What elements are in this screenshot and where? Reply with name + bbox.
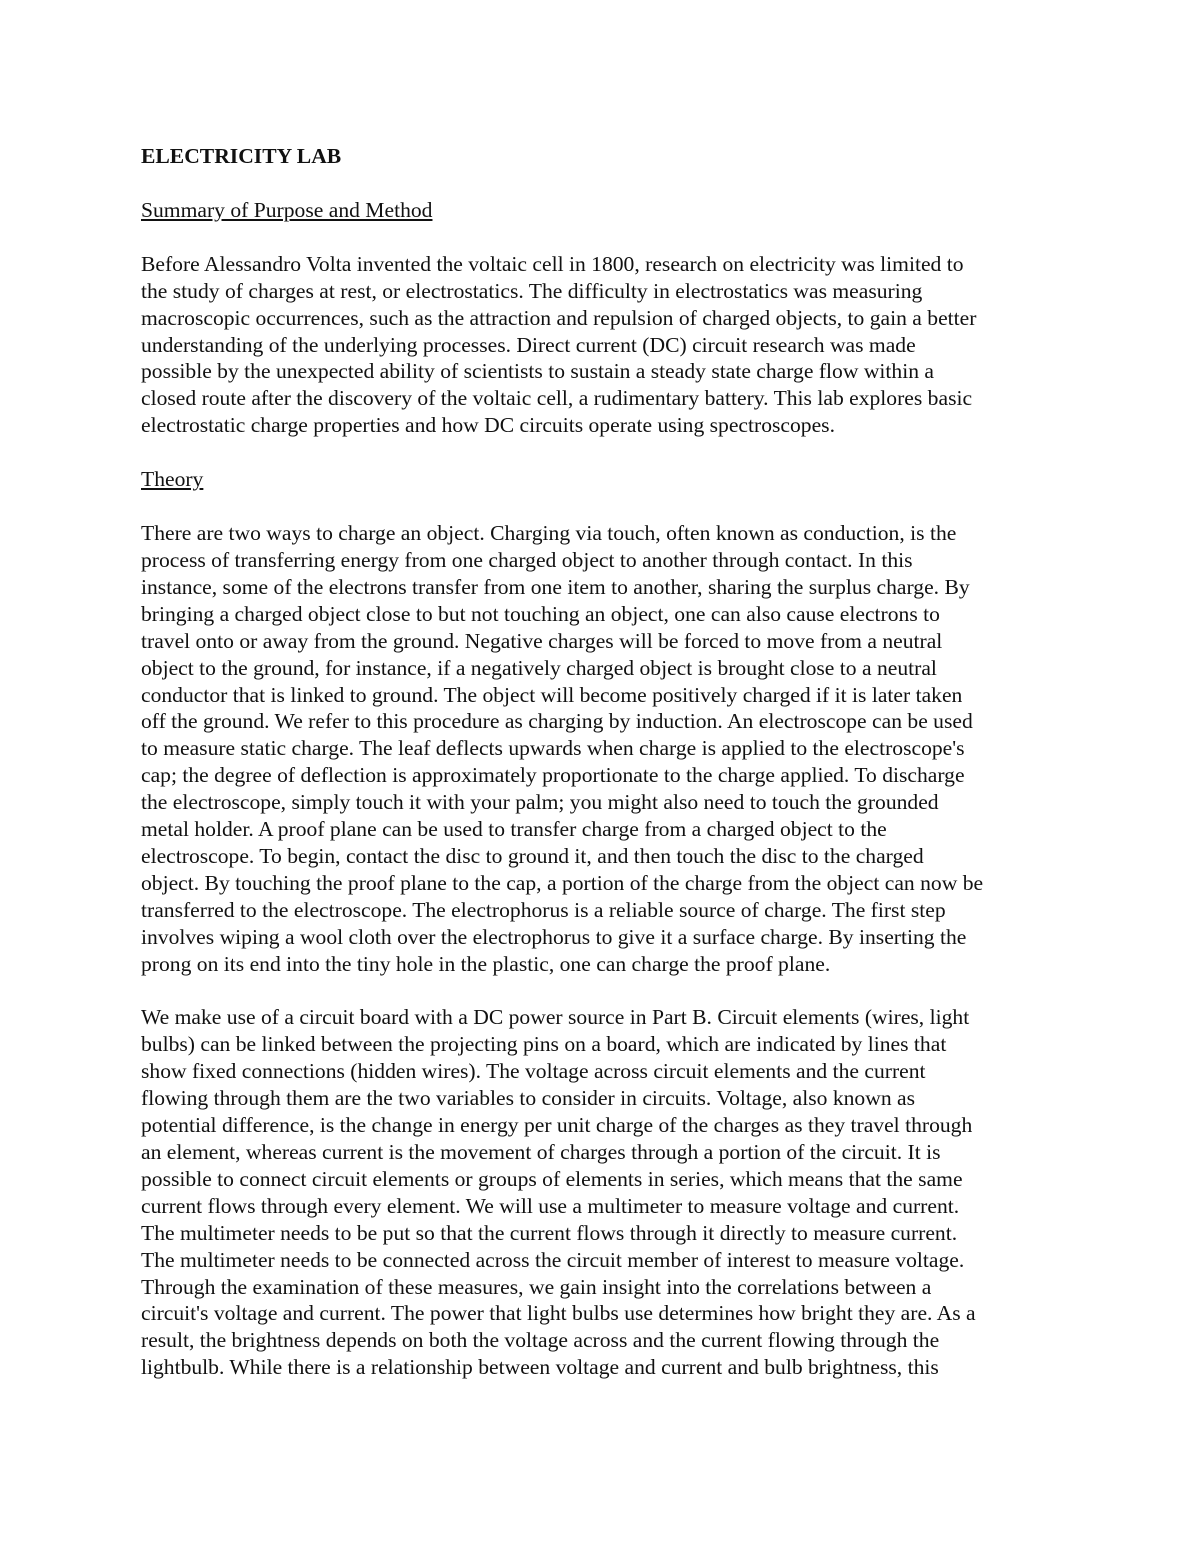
- paragraph-line: conductor that is linked to ground. The object will become positively charged if it is later taken: [141, 682, 963, 707]
- section-heading: Theory: [141, 467, 204, 492]
- paragraph-line: cap; the degree of deflection is approximately proportionate to the charge applied. To discharge: [141, 763, 965, 788]
- paragraph-line: The multimeter needs to be put so that the current flows through it directly to measure current.: [141, 1220, 958, 1245]
- paragraph-line: flowing through them are the two variables to consider in circuits. Voltage, also known as: [141, 1086, 916, 1111]
- section: [141, 466, 1061, 1381]
- paragraph-line: prong on its end into the tiny hole in the plastic, one can charge the proof plane.: [141, 951, 831, 976]
- document-body: [141, 143, 1061, 1408]
- paragraph-line: metal holder. A proof plane can be used to transfer charge from a charged object to the: [141, 817, 887, 842]
- paragraph-line: instance, some of the electrons transfer from one item to another, sharing the surplus charge. By: [141, 574, 970, 599]
- paragraph-line: to measure static charge. The leaf deflects upwards when charge is applied to the electroscope's: [141, 736, 965, 761]
- paragraph-line: There are two ways to charge an object. Charging via touch, often known as conduction, is the: [141, 521, 957, 546]
- document-sections: [141, 197, 1061, 1381]
- section-heading: Summary of Purpose and Method: [141, 197, 433, 222]
- paragraph-line: circuit's voltage and current. The power that light bulbs use determines how bright they are. As a: [141, 1301, 976, 1326]
- paragraph-line: possible by the unexpected ability of scientists to sustain a steady state charge flow within a: [141, 359, 934, 384]
- paragraph-line: transferred to the electroscope. The electrophorus is a reliable source of charge. The first step: [141, 897, 946, 922]
- paragraph-line: process of transferring energy from one charged object to another through contact. In this: [141, 547, 913, 572]
- paragraph-line: the study of charges at rest, or electrostatics. The difficulty in electrostatics was measuring: [141, 278, 923, 303]
- paragraph-line: current flows through every element. We will use a multimeter to measure voltage and current.: [141, 1193, 960, 1218]
- paragraph-line: lightbulb. While there is a relationship between voltage and current and bulb brightness, this: [141, 1355, 939, 1380]
- paragraph-line: off the ground. We refer to this procedure as charging by induction. An electroscope can be used: [141, 709, 973, 734]
- paragraph-line: travel onto or away from the ground. Negative charges will be forced to move from a neutral: [141, 628, 943, 653]
- paragraph-line: an element, whereas current is the movement of charges through a portion of the circuit. It is: [141, 1140, 941, 1164]
- paragraph-line: macroscopic occurrences, such as the attraction and repulsion of charged objects, to gain a better: [141, 305, 977, 330]
- paragraph-line: potential difference, is the change in energy per unit charge of the charges as they travel through: [141, 1113, 973, 1138]
- paragraph-line: bringing a charged object close to but not touching an object, one can also cause electrons to: [141, 601, 940, 626]
- paragraph-line: show fixed connections (hidden wires). The voltage across circuit elements and the current: [141, 1059, 926, 1084]
- paragraph-line: involves wiping a wool cloth over the electrophorus to give it a surface charge. By inserting the: [141, 924, 967, 949]
- paragraph-line: object to the ground, for instance, if a negatively charged object is brought close to a neutral: [141, 655, 937, 680]
- paragraph-line: The multimeter needs to be connected across the circuit member of interest to measure voltage.: [141, 1247, 965, 1272]
- paragraph-line: understanding of the underlying processes. Direct current (DC) circuit research was made: [141, 332, 916, 357]
- document-title: ELECTRICITY LAB: [141, 144, 342, 168]
- paragraph-line: Through the examination of these measures, we gain insight into the correlations between a: [141, 1274, 932, 1299]
- paragraph: [141, 251, 1061, 439]
- paragraph-line: bulbs) can be linked between the projecting pins on a board, which are indicated by lines that: [141, 1032, 947, 1057]
- paragraph: [141, 1004, 1061, 1381]
- paragraph-line: We make use of a circuit board with a DC power source in Part B. Circuit elements (wires, light: [141, 1005, 970, 1030]
- paragraph-line: object. By touching the proof plane to the cap, a portion of the charge from the object can now be: [141, 870, 984, 895]
- paragraph-line: closed route after the discovery of the voltaic cell, a rudimentary battery. This lab explores basic: [141, 386, 973, 411]
- section: [141, 197, 1061, 439]
- paragraph-line: possible to connect circuit elements or groups of elements in series, which means that the same: [141, 1166, 963, 1191]
- paragraph-line: result, the brightness depends on both the voltage across and the current flowing through the: [141, 1328, 940, 1353]
- paragraph-line: Before Alessandro Volta invented the voltaic cell in 1800, research on electricity was limited to: [141, 251, 964, 276]
- paragraph: [141, 520, 1061, 977]
- paragraph-line: electroscope. To begin, contact the disc to ground it, and then touch the disc to the charged: [141, 843, 924, 868]
- paragraph-line: the electroscope, simply touch it with your palm; you might also need to touch the grounded: [141, 790, 939, 815]
- paragraph-line: electrostatic charge properties and how DC circuits operate using spectroscopes.: [141, 413, 835, 438]
